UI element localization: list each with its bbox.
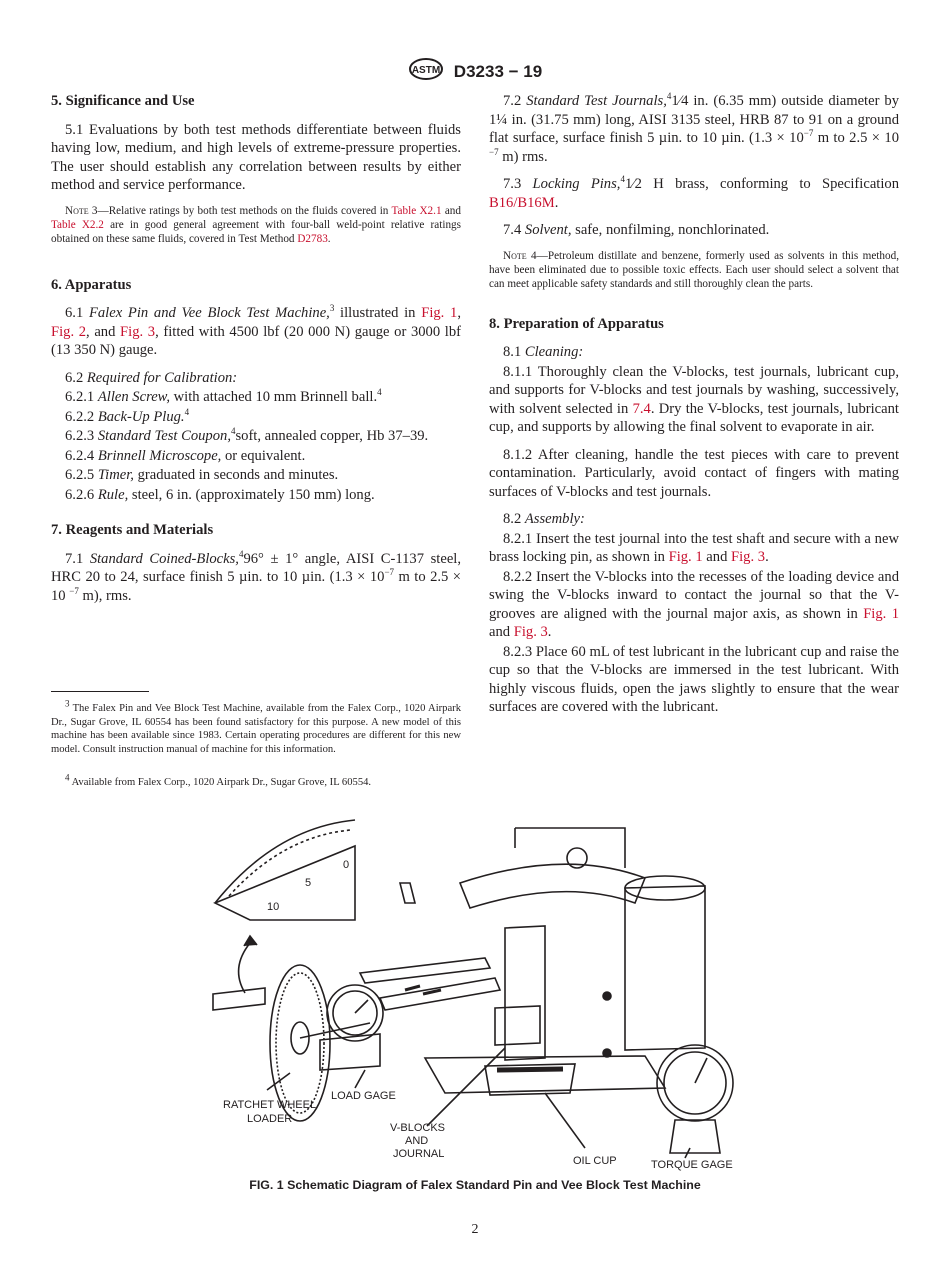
para-text: or equivalent. (221, 447, 306, 464)
para-text: . Dry the V-blocks, test journals, lubricant cup, and supports by allowing the final solvent to evaporate in air. (489, 400, 899, 435)
para-term: Standard Test Journals, (526, 93, 667, 109)
paragraph-6-2-5 (51, 466, 461, 485)
section-8-heading: 8. Preparation of Apparatus (489, 315, 664, 332)
left-column (51, 92, 461, 614)
paragraph-6-1 (51, 304, 461, 360)
link-7-4[interactable]: 7.4 (632, 400, 651, 417)
figure-caption: FIG. 1 Schematic Diagram of Falex Standard Pin and Vee Block Test Machine (249, 1178, 701, 1192)
para-text: . (547, 624, 552, 640)
para-num: 8.1 (503, 344, 525, 360)
ratchet-teeth-arc (215, 820, 355, 903)
paragraph-8-2-2 (489, 568, 899, 642)
paragraph-6-2 (51, 369, 461, 388)
para-text: , fitted with 4500 lbf (20 000 N) gauge or 3000 lbf (13 350 N) gauge. (51, 323, 461, 358)
footnote-ref[interactable]: 4 (238, 548, 244, 559)
note-text: are in good general agreement with four-ball weld-point relative ratings obtained on these same fluids, covered in Test Method (51, 218, 461, 245)
link-fig-1[interactable]: Fig. 1 (668, 549, 703, 565)
label-loader: LOADER (247, 1113, 293, 1125)
note-label: Note 3 (65, 204, 98, 217)
para-term: Cleaning: (524, 344, 584, 360)
label-torque-gage: TORQUE GAGE (651, 1159, 733, 1171)
footnote-divider (51, 691, 149, 692)
right-column (489, 92, 899, 718)
jaw-lever (360, 958, 490, 983)
para-text: and (702, 549, 732, 565)
para-term: Allen Screw, (97, 389, 170, 405)
para-text: . (554, 194, 559, 211)
note-text: —Petroleum distillate and benzene, formerly used as solvents in this method, have been eliminated due to possible toxic effects. Each user should select a solvent that can meet applicable safety standards and still thoroughly clean the parts. (489, 249, 899, 290)
para-num: 6.2.1 (65, 389, 98, 405)
para-text: . (765, 549, 769, 565)
scale-label-5: 5 (305, 877, 312, 889)
footnote-ref[interactable]: 4 (620, 174, 625, 185)
para-term: Required for Calibration: (86, 369, 238, 386)
para-text: m) rms. (498, 148, 548, 165)
para-term: Brinnell Microscope, (97, 447, 222, 464)
link-fig-3[interactable]: Fig. 3 (120, 323, 156, 340)
label-ratchet-wheel: RATCHET WHEEL (223, 1099, 317, 1111)
link-table-x2-1[interactable]: Table X2.1 (391, 204, 442, 217)
paragraph-6-2-3 (51, 427, 461, 446)
para-num: 7.1 (65, 550, 90, 567)
footnote-4 (51, 772, 461, 790)
para-text: 96° ± 1° angle, AISI C-1137 steel, HRC 20 to 24, surface finish 5 µin. to 10 µin. (1.3 × 10 (51, 550, 461, 585)
link-fig-1[interactable]: Fig. 1 (863, 605, 899, 622)
paragraph-8-1-2: 8.1.2 After cleaning, handle the test pieces with care to prevent contamination. Particularly, avoid contact of fingers with mating surfaces of V-blocks and test journals. (489, 446, 899, 500)
para-term: Solvent, (524, 222, 572, 238)
paragraph-8-1-1 (489, 363, 899, 437)
exponent: −7 (384, 567, 395, 578)
para-text: , and (86, 323, 121, 340)
label-v-blocks: V-BLOCKS (390, 1122, 446, 1134)
exponent: −7 (69, 585, 79, 596)
para-term: Timer, (97, 467, 134, 483)
section-6-heading: 6. Apparatus (51, 276, 132, 293)
para-num: 6.2 (65, 369, 87, 386)
para-term: Rule, (97, 486, 129, 503)
note-text: . (327, 232, 331, 245)
paragraph-8-2 (489, 510, 899, 529)
para-term: Standard Coined-Blocks, (89, 550, 239, 567)
note-4 (489, 249, 899, 291)
label-load-gage: LOAD GAGE (331, 1090, 396, 1102)
para-num: 6.2.3 (65, 428, 98, 444)
note-3 (51, 204, 461, 246)
curved-arrow (239, 943, 250, 993)
note-text: and (441, 204, 461, 217)
link-fig-2[interactable]: Fig. 2 (51, 323, 87, 340)
scale-label-10: 10 (267, 901, 280, 913)
footnote-number: 3 (65, 698, 70, 709)
label-journal: JOURNAL (393, 1148, 445, 1160)
exponent: −7 (489, 146, 499, 157)
pin-clamp (400, 883, 415, 903)
footnote-ref[interactable]: 4 (666, 91, 672, 102)
torque-arm (460, 864, 645, 908)
motor-drum (625, 886, 705, 1050)
paragraph-7-4 (489, 221, 899, 240)
para-num: 6.2.4 (65, 447, 98, 464)
paragraph-7-1 (51, 550, 461, 606)
link-fig-1[interactable]: Fig. 1 (421, 305, 458, 321)
paragraph-8-2-3: 8.2.3 Place 60 mL of test lubricant in the lubricant cup and raise the cup so that the V-blocks are immersed in the test lubricant. With highly viscous fluids, open the jaws slightly to ensure that the wear surfaces are covered with the lubricant. (489, 643, 899, 715)
exponent: −7 (803, 128, 814, 139)
footnote-number: 4 (65, 772, 70, 783)
footnote-text: The Falex Pin and Vee Block Test Machine, available from the Falex Corp., 1020 Airpark Dr., Sugar Grove, IL 60554 has been found satisfactory for this purpose. A new model of this machine has been available since 1983. Certain operating procedures are different for this new model. Consult instruction manual of machine for this information. (51, 703, 461, 755)
para-text: soft, annealed copper, Hb 37–39. (235, 428, 429, 444)
link-fig-3[interactable]: Fig. 3 (731, 549, 766, 565)
scale-label-0: 0 (343, 859, 350, 871)
para-num: 7.3 (503, 176, 533, 192)
page-number: 2 (471, 1222, 479, 1237)
para-num: 7.4 (503, 222, 525, 238)
para-text: graduated in seconds and minutes. (133, 467, 339, 483)
para-text: illustrated in (334, 305, 422, 321)
para-term: Falex Pin and Vee Block Test Machine, (88, 305, 330, 321)
v-blocks-housing (495, 1006, 540, 1045)
para-term: Assembly: (524, 511, 585, 527)
paragraph-5-1: 5.1 Evaluations by both test methods differentiate between fluids having low, medium, and high levels of extreme-pressure properties. The user should establish any correlation between results by either method and service performance. (51, 121, 461, 193)
paragraph-7-2 (489, 92, 899, 166)
paragraph-6-2-4 (51, 447, 461, 466)
para-text: steel, 6 in. (approximately 150 mm) long. (128, 486, 375, 503)
link-table-x2-2[interactable]: Table X2.2 (51, 218, 104, 231)
paragraph-8-1 (489, 343, 899, 362)
svg-text:ASTM: ASTM (411, 65, 440, 76)
footnote-text: Available from Falex Corp., 1020 Airpark Dr., Sugar Grove, IL 60554. (69, 777, 372, 788)
para-num: 7.2 (503, 93, 527, 109)
label-and: AND (405, 1135, 429, 1147)
paragraph-6-2-2 (51, 408, 461, 427)
figure-1 (205, 808, 765, 1176)
para-text: 1⁄4 in. (6.35 mm) outside diameter by 1¼ in. (31.75 mm) long, AISI 3135 steel, HRB 87 to 91 on a ground flat surface, surface finish 5 µin. to 10 µin. (1.3 × 10 (489, 93, 900, 146)
note-text: —Relative ratings by both test methods on the fluids covered in (97, 204, 392, 217)
para-num: 8.2 (503, 511, 525, 527)
footnote-ref[interactable]: 4 (230, 426, 236, 437)
label-oil-cup: OIL CUP (573, 1155, 617, 1167)
para-term: Back-Up Plug. (97, 408, 185, 425)
para-text: 8.1.1 Thoroughly clean the V-blocks, test journals, lubricant cup, and supports for V-blocks and test journals by washing, successively, with solvent selected in (489, 363, 899, 417)
para-text: m to 2.5 × 10 (51, 569, 461, 604)
ratchet-wheel (270, 965, 330, 1121)
para-text: m to 2.5 × 10 (813, 130, 899, 146)
machine-diagram (205, 808, 765, 1176)
link-d2783[interactable]: D2783 (297, 232, 328, 245)
para-text: with attached 10 mm Brinnell ball. (169, 389, 378, 405)
section-5-heading: 5. Significance and Use (51, 93, 195, 109)
para-num: 6.2.6 (65, 486, 98, 503)
note-label: Note 4 (503, 249, 537, 262)
machine-column (505, 926, 545, 1060)
section-7-heading: 7. Reagents and Materials (51, 522, 214, 538)
page-header (0, 58, 950, 85)
paragraph-6-2-6 (51, 486, 461, 505)
paragraph-6-2-1 (51, 388, 461, 407)
para-term: Standard Test Coupon, (97, 428, 231, 444)
para-text: m), rms. (78, 587, 132, 604)
paragraph-8-2-1 (489, 530, 899, 567)
ratchet-scale (215, 846, 355, 920)
para-num: 6.1 (65, 305, 89, 321)
paragraph-7-3 (489, 175, 899, 212)
footnote-3 (51, 698, 461, 756)
para-num: 6.2.5 (65, 467, 98, 483)
document-designation: D3233 − 19 (453, 61, 543, 81)
machine-base (425, 1056, 665, 1093)
para-text: and (489, 624, 514, 640)
link-fig-3[interactable]: Fig. 3 (513, 624, 548, 640)
footnote-ref[interactable]: 4 (184, 406, 190, 417)
astm-logo-icon (408, 58, 444, 85)
para-text: 8.2.1 Insert the test journal into the test shaft and secure with a new brass locking pin, as shown in (489, 530, 899, 565)
footnote-ref[interactable]: 3 (329, 303, 335, 314)
para-text: 8.2.2 Insert the V-blocks into the recesses of the loading device and swing the V-blocks inward to contact the journal so that the V-grooves are aligned with the journal major axis, as shown in (489, 568, 899, 622)
para-text: 1⁄2 H brass, conforming to Specification (624, 176, 900, 192)
footnote-ref[interactable]: 4 (377, 387, 382, 398)
para-num: 6.2.2 (65, 408, 98, 425)
para-text: , (457, 305, 461, 321)
para-term: Locking Pins, (532, 176, 621, 192)
link-b16[interactable]: B16/B16M (489, 194, 555, 211)
para-text: safe, nonfilming, nonchlorinated. (571, 222, 770, 238)
loader-bar (213, 988, 265, 1010)
